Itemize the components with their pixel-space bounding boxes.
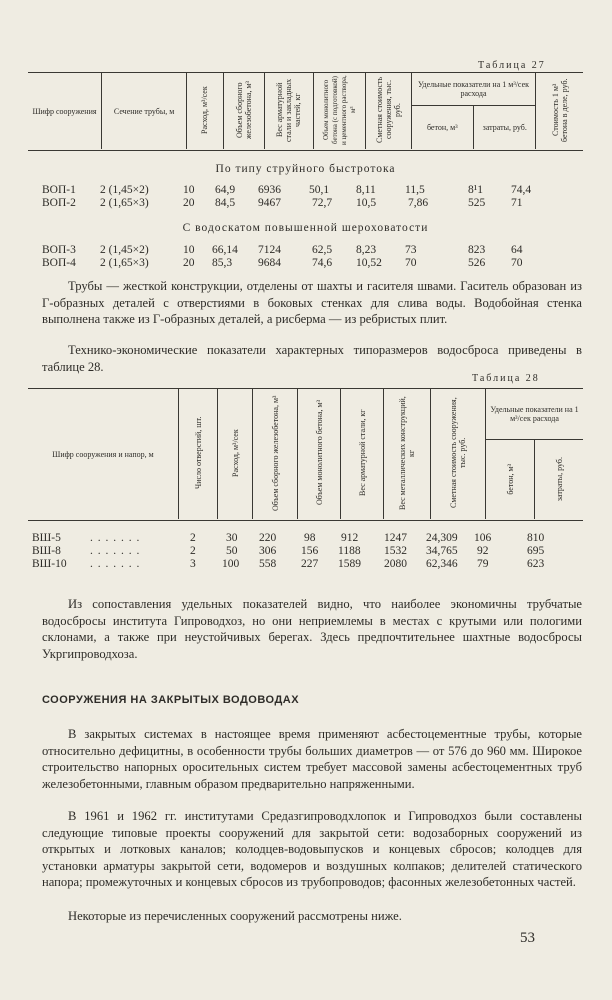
t28-r3-precast: 558 bbox=[259, 558, 277, 570]
t28-row-3 bbox=[0, 558, 612, 572]
t28-r1-precast: 220 bbox=[259, 532, 277, 544]
t27-r1-costper: 74,4 bbox=[511, 184, 532, 196]
t28-r1-concrete: 106 bbox=[474, 532, 492, 544]
t27-r2-precast: 84,5 bbox=[215, 197, 236, 209]
paragraph-1: Трубы — жесткой конструкции, отделены от шахты и гасителя швами. Гаситель образован из Г-образных деталей с отверстиями в боковых стенках для слива воды. Водобойная стенка выполнена также из Г-образных деталей, а рисберма — из ребристых плит. bbox=[42, 279, 582, 327]
t27-h-cost: Сметная стоимость сооружения, тыс. руб. bbox=[374, 76, 402, 144]
t27-r2-rebar: 9467 bbox=[258, 197, 281, 209]
t27-r2-costper: 71 bbox=[511, 197, 523, 209]
t28-h-code: Шифр сооружения и напор, м bbox=[28, 389, 179, 519]
t28-r2-holes: 2 bbox=[190, 545, 196, 557]
t28-r1-metal: 1247 bbox=[384, 532, 407, 544]
t28-r2-code: ВШ-8 bbox=[32, 545, 61, 557]
t28-r3-monolith: 227 bbox=[301, 558, 319, 570]
t28-r2-flow: 50 bbox=[226, 545, 238, 557]
t27-row-2 bbox=[0, 197, 612, 211]
t27-r3-flow: 10 bbox=[183, 244, 195, 256]
t28-r3-dots: . . . . . . . bbox=[90, 558, 141, 570]
t27-r3-rebar: 7124 bbox=[258, 244, 281, 256]
t28-h-precast: Объем сборного железобетона, м³ bbox=[270, 395, 280, 511]
paragraph-6: Некоторые из перечисленных сооружений рассмотрены ниже. bbox=[68, 909, 402, 923]
t27-r4-precast: 85,3 bbox=[212, 257, 233, 269]
t27-h-precast: Объем сборного железобетона, м³ bbox=[234, 81, 253, 139]
t28-r2-concrete: 92 bbox=[477, 545, 489, 557]
t27-r4-section: 2 (1,65×3) bbox=[100, 257, 149, 269]
t27-row-3 bbox=[0, 244, 612, 258]
t27-r1-precast: 64,9 bbox=[215, 184, 236, 196]
t27-r4-monolith: 74,6 bbox=[312, 257, 333, 269]
paragraph-3: Из сопоставления удельных показателей видно, что наиболее экономичны трубчатые водосбросы института Гипроводхоз, но они неприемлемы в местах с крутыми или пологими склонами, а также при неустойчивых берегах. Здесь предпочтительнее шахтные водосбросы Укргипроводхоза. bbox=[42, 597, 582, 661]
t27-r3-precast: 66,14 bbox=[212, 244, 238, 256]
t28-h-rebar: Вес арматурной стали, кг bbox=[357, 409, 367, 497]
t27-h-specific: Удельные показатели на 1 м³/сек расхода bbox=[412, 73, 536, 106]
t28-r2-expenses: 695 bbox=[527, 545, 545, 557]
t27-h-section: Сечение трубы, м bbox=[102, 73, 187, 149]
t27-h-rebar: Вес арматурной стали и закладных частей, кг bbox=[275, 78, 303, 142]
t28-r2-cost: 34,765 bbox=[426, 545, 458, 557]
t27-r4-costper: 70 bbox=[511, 257, 523, 269]
page-number: 53 bbox=[520, 930, 535, 946]
t27-r3-section: 2 (1,45×2) bbox=[100, 244, 149, 256]
paragraph-4: В закрытых системах в настоящее время применяют асбестоцементные трубы, которые относительно дефицитны, в особенности трубы больших диаметров — от 576 до 960 мм. Широкое строительство напорных оросительных систем требует массовой замены асбестоцементных труб железобетонными, главным образом предварительно напряженными. bbox=[42, 727, 582, 791]
table-28-label: Таблица 28 bbox=[472, 373, 540, 384]
t27-r2-cost: 10,5 bbox=[356, 197, 377, 209]
t27-r2-monolith: 72,7 bbox=[312, 197, 333, 209]
t28-r2-dots: . . . . . . . bbox=[90, 545, 141, 557]
t28-r1-cost: 24,309 bbox=[426, 532, 458, 544]
t27-r3-monolith: 62,5 bbox=[312, 244, 333, 256]
t27-h-concrete: бетон, м³ bbox=[412, 106, 474, 149]
t27-h-code: Шифр сооружения bbox=[28, 73, 102, 149]
t28-h-holes: Число отверстий, шт. bbox=[193, 416, 203, 490]
t28-h-flow: Расход, м³/сек bbox=[230, 429, 240, 477]
t27-r2-concrete: 7,86 bbox=[408, 197, 429, 209]
t27-r1-monolith: 50,1 bbox=[309, 184, 330, 196]
t27-section-1-title: По типу струйного быстротока bbox=[215, 163, 396, 175]
t27-r3-costper: 64 bbox=[511, 244, 523, 256]
table-28-header bbox=[28, 389, 583, 519]
table-27-header-rule bbox=[28, 150, 583, 151]
t28-h-concrete: бетон, м³ bbox=[505, 464, 515, 495]
t27-r1-flow: 10 bbox=[183, 184, 195, 196]
t27-r2-section: 2 (1,65×3) bbox=[100, 197, 149, 209]
t28-h-monolith: Объем монолитного бетона, м³ bbox=[314, 400, 324, 506]
t27-section-2-title: С водоскатом повышенной шероховатости bbox=[182, 222, 429, 234]
t28-r1-code: ВШ-5 bbox=[32, 532, 61, 544]
t27-r1-expenses: 8¹1 bbox=[468, 184, 483, 196]
t27-r3-concrete: 73 bbox=[405, 244, 417, 256]
t27-r4-flow: 20 bbox=[183, 257, 195, 269]
t27-r3-cost: 8,23 bbox=[356, 244, 377, 256]
t27-h-expenses: затраты, руб. bbox=[482, 123, 527, 132]
paragraph-5: В 1961 и 1962 гг. институтами Средазгипроводхлопок и Гипроводхоз были составлены следующие типовые проекты сооружений для закрытой сети: водозаборных сооружений из открытых и лотковых каналов; колодцев-водовыпусков и концевых сбросов; колодцев для установки арматуры закрытой сети, водомеров и воздушных колпаков; делителей статического напора; промежуточных и концевых сбросов из трубопроводов; фасонных железобетонных частей. bbox=[42, 809, 582, 890]
t27-r2-expenses: 525 bbox=[468, 197, 486, 209]
t28-r1-expenses: 810 bbox=[527, 532, 545, 544]
t28-r1-dots: . . . . . . . bbox=[90, 532, 141, 544]
t28-r3-concrete: 79 bbox=[477, 558, 489, 570]
t28-h-metal: Вес металлических конструкций, кг bbox=[398, 396, 416, 510]
t28-r3-rebar: 1589 bbox=[338, 558, 361, 570]
t27-row-4 bbox=[0, 257, 612, 271]
t27-h-cost-per: Стоимость 1 м³ бетона в деле, руб. bbox=[550, 78, 569, 142]
t28-r2-rebar: 1188 bbox=[338, 545, 361, 557]
t27-r4-rebar: 9684 bbox=[258, 257, 281, 269]
t28-r2-metal: 1532 bbox=[384, 545, 407, 557]
t28-r3-code: ВШ-10 bbox=[32, 558, 67, 570]
t28-row-1 bbox=[0, 532, 612, 546]
t27-r3-expenses: 823 bbox=[468, 244, 486, 256]
t28-r3-expenses: 623 bbox=[527, 558, 545, 570]
t27-r1-section: 2 (1,45×2) bbox=[100, 184, 149, 196]
table-27-header bbox=[28, 73, 583, 149]
t28-r3-cost: 62,346 bbox=[426, 558, 458, 570]
t28-r1-monolith: 98 bbox=[304, 532, 316, 544]
t28-r1-holes: 2 bbox=[190, 532, 196, 544]
t28-r3-holes: 3 bbox=[190, 558, 196, 570]
t28-r3-metal: 2080 bbox=[384, 558, 407, 570]
t28-r2-monolith: 156 bbox=[301, 545, 319, 557]
paragraph-2: Технико-экономические показатели характерных типоразмеров водосброса приведены в таблице 28. bbox=[42, 343, 582, 374]
t28-row-2 bbox=[0, 545, 612, 559]
t28-h-cost: Сметная стоимость сооружения, тыс. руб. bbox=[449, 397, 467, 509]
t27-h-monolith: Объем монолитного бетона (с подготовкой) и цементного раствора, м³ bbox=[321, 75, 357, 145]
t27-r2-flow: 20 bbox=[183, 197, 195, 209]
t28-r1-flow: 30 bbox=[226, 532, 238, 544]
t28-r3-flow: 100 bbox=[222, 558, 240, 570]
t27-row-1 bbox=[0, 184, 612, 198]
t27-r2-code: ВОП-2 bbox=[42, 197, 76, 209]
t28-h-expenses: затраты, руб. bbox=[554, 457, 564, 502]
t27-r1-concrete: 11,5 bbox=[405, 184, 425, 196]
t27-r1-rebar: 6936 bbox=[258, 184, 281, 196]
t27-r3-code: ВОП-3 bbox=[42, 244, 76, 256]
table-27-label: Таблица 27 bbox=[478, 60, 546, 71]
t28-r1-rebar: 912 bbox=[341, 532, 359, 544]
t27-r4-expenses: 526 bbox=[468, 257, 486, 269]
t27-r4-code: ВОП-4 bbox=[42, 257, 76, 269]
t28-h-specific: Удельные показатели на 1 м³/сек расхода bbox=[486, 389, 583, 440]
t27-r4-cost: 10,52 bbox=[356, 257, 382, 269]
t27-h-flow: Расход, м³/сек bbox=[200, 86, 210, 134]
t27-r1-cost: 8,11 bbox=[356, 184, 376, 196]
t27-r1-code: ВОП-1 bbox=[42, 184, 76, 196]
section-heading: СООРУЖЕНИЯ НА ЗАКРЫТЫХ ВОДОВОДАХ bbox=[42, 694, 300, 706]
t27-r4-concrete: 70 bbox=[405, 257, 417, 269]
table-28-header-rule bbox=[28, 520, 583, 521]
t28-r2-precast: 306 bbox=[259, 545, 277, 557]
